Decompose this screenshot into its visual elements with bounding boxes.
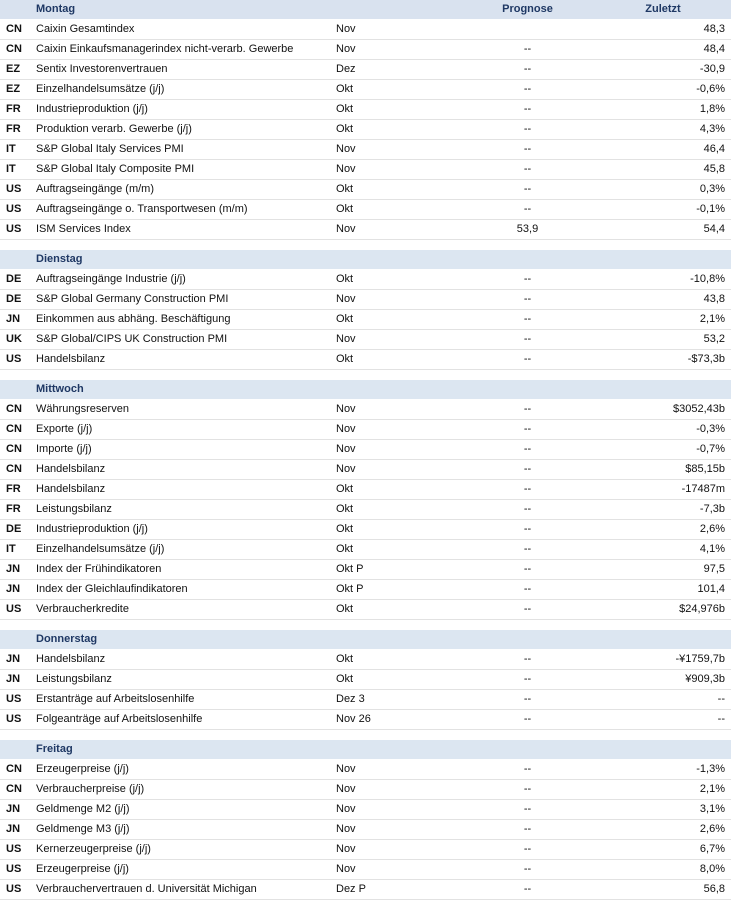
- event-name: Index der Frühindikatoren: [30, 560, 330, 580]
- forecast-value: --: [460, 540, 595, 560]
- event-name: Währungsreserven: [30, 400, 330, 420]
- forecast-value: --: [460, 80, 595, 100]
- day-band-row: [0, 250, 731, 270]
- country-code: US: [0, 200, 30, 220]
- last-value: 4,1%: [595, 540, 731, 560]
- block-spacer: [0, 620, 731, 631]
- country-code: DE: [0, 270, 30, 290]
- forecast-value: --: [460, 670, 595, 690]
- country-code: CN: [0, 440, 30, 460]
- event-name: S&P Global Italy Composite PMI: [30, 160, 330, 180]
- country-code: US: [0, 220, 30, 240]
- block-spacer: [0, 730, 731, 741]
- event-name: Exporte (j/j): [30, 420, 330, 440]
- event-period: Nov: [330, 780, 460, 800]
- event-period: Nov: [330, 20, 460, 40]
- table-row: [0, 800, 731, 820]
- forecast-value: --: [460, 520, 595, 540]
- table-row: [0, 290, 731, 310]
- country-code: US: [0, 860, 30, 880]
- table-row: [0, 460, 731, 480]
- spacer-cell: [0, 240, 731, 251]
- country-code: US: [0, 350, 30, 370]
- event-period: Okt: [330, 670, 460, 690]
- column-header-last: Zuletzt: [595, 0, 731, 20]
- country-code: US: [0, 600, 30, 620]
- table-row: [0, 60, 731, 80]
- forecast-value: --: [460, 560, 595, 580]
- table-row: [0, 400, 731, 420]
- last-value: 46,4: [595, 140, 731, 160]
- event-name: Geldmenge M2 (j/j): [30, 800, 330, 820]
- table-row: [0, 270, 731, 290]
- forecast-value: --: [460, 60, 595, 80]
- event-period: Okt: [330, 80, 460, 100]
- event-name: S&P Global Italy Services PMI: [30, 140, 330, 160]
- table-row: [0, 670, 731, 690]
- event-period: Okt: [330, 100, 460, 120]
- event-period: Nov: [330, 460, 460, 480]
- event-period: Dez 3: [330, 690, 460, 710]
- forecast-value: --: [460, 480, 595, 500]
- last-value: -17487m: [595, 480, 731, 500]
- forecast-value: [460, 20, 595, 40]
- event-name: Erstanträge auf Arbeitslosenhilfe: [30, 690, 330, 710]
- last-value: 45,8: [595, 160, 731, 180]
- event-name: Industrieproduktion (j/j): [30, 100, 330, 120]
- table-row: [0, 310, 731, 330]
- table-row: [0, 540, 731, 560]
- last-value: 56,8: [595, 880, 731, 900]
- event-period: Okt: [330, 480, 460, 500]
- forecast-value: --: [460, 710, 595, 730]
- country-code: JN: [0, 650, 30, 670]
- event-period: Nov: [330, 140, 460, 160]
- event-name: Handelsbilanz: [30, 460, 330, 480]
- table-row: [0, 580, 731, 600]
- event-period: Nov: [330, 160, 460, 180]
- event-period: Nov: [330, 820, 460, 840]
- forecast-value: --: [460, 800, 595, 820]
- last-value: 8,0%: [595, 860, 731, 880]
- forecast-value: --: [460, 820, 595, 840]
- event-name: Verbraucherpreise (j/j): [30, 780, 330, 800]
- country-code: EZ: [0, 60, 30, 80]
- event-period: Okt: [330, 520, 460, 540]
- table-row: [0, 440, 731, 460]
- table-row: [0, 500, 731, 520]
- table-header-row: [0, 0, 731, 20]
- event-period: Okt: [330, 540, 460, 560]
- event-period: Nov: [330, 330, 460, 350]
- forecast-value: --: [460, 200, 595, 220]
- event-name: Caixin Gesamtindex: [30, 20, 330, 40]
- column-header-country: [0, 0, 30, 20]
- forecast-value: --: [460, 860, 595, 880]
- table-row: [0, 420, 731, 440]
- table-row: [0, 330, 731, 350]
- event-period: Dez: [330, 60, 460, 80]
- event-period: Nov: [330, 760, 460, 780]
- forecast-value: --: [460, 500, 595, 520]
- event-period: Okt: [330, 310, 460, 330]
- last-value: 2,6%: [595, 520, 731, 540]
- last-value: -0,6%: [595, 80, 731, 100]
- event-name: Handelsbilanz: [30, 650, 330, 670]
- forecast-value: --: [460, 760, 595, 780]
- event-name: Caixin Einkaufsmanagerindex nicht-verarb. Gewerbe: [30, 40, 330, 60]
- day-band-row: [0, 630, 731, 650]
- last-value: -0,1%: [595, 200, 731, 220]
- country-code: DE: [0, 290, 30, 310]
- last-value: -$73,3b: [595, 350, 731, 370]
- forecast-value: --: [460, 180, 595, 200]
- forecast-value: --: [460, 650, 595, 670]
- last-value: --: [595, 710, 731, 730]
- forecast-value: --: [460, 690, 595, 710]
- event-period: Nov: [330, 40, 460, 60]
- country-code: CN: [0, 760, 30, 780]
- last-value: 1,8%: [595, 100, 731, 120]
- table-row: [0, 120, 731, 140]
- block-spacer: [0, 240, 731, 251]
- table-row: [0, 200, 731, 220]
- country-code: US: [0, 690, 30, 710]
- table-row: [0, 100, 731, 120]
- table-row: [0, 20, 731, 40]
- event-period: Okt: [330, 200, 460, 220]
- event-name: Sentix Investorenvertrauen: [30, 60, 330, 80]
- country-code: JN: [0, 580, 30, 600]
- country-code: US: [0, 710, 30, 730]
- last-value: $3052,43b: [595, 400, 731, 420]
- country-code: IT: [0, 140, 30, 160]
- last-value: 0,3%: [595, 180, 731, 200]
- event-period: Okt P: [330, 560, 460, 580]
- column-header-period: [330, 0, 460, 20]
- event-period: Dez P: [330, 880, 460, 900]
- last-value: 97,5: [595, 560, 731, 580]
- table-row: [0, 760, 731, 780]
- event-name: Verbrauchervertrauen d. Universität Michigan: [30, 880, 330, 900]
- forecast-value: --: [460, 780, 595, 800]
- table-row: [0, 350, 731, 370]
- country-code: IT: [0, 540, 30, 560]
- table-row: [0, 180, 731, 200]
- last-value: 6,7%: [595, 840, 731, 860]
- country-code: CN: [0, 20, 30, 40]
- event-period: Okt: [330, 650, 460, 670]
- forecast-value: --: [460, 350, 595, 370]
- last-value: 101,4: [595, 580, 731, 600]
- country-code: DE: [0, 520, 30, 540]
- day-band-label: Donnerstag: [30, 630, 731, 650]
- last-value: ¥909,3b: [595, 670, 731, 690]
- forecast-value: --: [460, 880, 595, 900]
- country-code: EZ: [0, 80, 30, 100]
- forecast-value: --: [460, 160, 595, 180]
- country-code: UK: [0, 330, 30, 350]
- forecast-value: --: [460, 310, 595, 330]
- event-name: Leistungsbilanz: [30, 500, 330, 520]
- day-band-spacer-cell: [0, 740, 30, 760]
- event-period: Nov: [330, 400, 460, 420]
- forecast-value: --: [460, 420, 595, 440]
- event-period: Okt: [330, 120, 460, 140]
- last-value: -0,7%: [595, 440, 731, 460]
- country-code: CN: [0, 780, 30, 800]
- event-name: Einzelhandelsumsätze (j/j): [30, 80, 330, 100]
- country-code: JN: [0, 310, 30, 330]
- spacer-cell: [0, 370, 731, 381]
- last-value: -30,9: [595, 60, 731, 80]
- event-name: Geldmenge M3 (j/j): [30, 820, 330, 840]
- forecast-value: --: [460, 600, 595, 620]
- last-value: 48,3: [595, 20, 731, 40]
- event-name: Industrieproduktion (j/j): [30, 520, 330, 540]
- country-code: US: [0, 840, 30, 860]
- event-name: ISM Services Index: [30, 220, 330, 240]
- event-name: Index der Gleichlaufindikatoren: [30, 580, 330, 600]
- country-code: FR: [0, 500, 30, 520]
- country-code: FR: [0, 100, 30, 120]
- country-code: JN: [0, 670, 30, 690]
- event-name: Verbraucherkredite: [30, 600, 330, 620]
- event-period: Nov: [330, 860, 460, 880]
- forecast-value: --: [460, 330, 595, 350]
- event-name: Leistungsbilanz: [30, 670, 330, 690]
- day-band-label: Montag: [30, 0, 330, 20]
- event-period: Nov: [330, 420, 460, 440]
- event-name: Handelsbilanz: [30, 350, 330, 370]
- country-code: US: [0, 180, 30, 200]
- last-value: 54,4: [595, 220, 731, 240]
- country-code: CN: [0, 400, 30, 420]
- table-row: [0, 650, 731, 670]
- forecast-value: --: [460, 40, 595, 60]
- last-value: $85,15b: [595, 460, 731, 480]
- table-row: [0, 780, 731, 800]
- event-period: Okt: [330, 350, 460, 370]
- last-value: 3,1%: [595, 800, 731, 820]
- forecast-value: 53,9: [460, 220, 595, 240]
- last-value: -10,8%: [595, 270, 731, 290]
- event-name: Kernerzeugerpreise (j/j): [30, 840, 330, 860]
- country-code: JN: [0, 800, 30, 820]
- country-code: US: [0, 880, 30, 900]
- table-row: [0, 710, 731, 730]
- last-value: 53,2: [595, 330, 731, 350]
- table-row: [0, 600, 731, 620]
- event-name: Handelsbilanz: [30, 480, 330, 500]
- event-period: Okt: [330, 500, 460, 520]
- last-value: -¥1759,7b: [595, 650, 731, 670]
- event-period: Nov: [330, 840, 460, 860]
- last-value: --: [595, 690, 731, 710]
- country-code: CN: [0, 420, 30, 440]
- forecast-value: --: [460, 840, 595, 860]
- country-code: JN: [0, 820, 30, 840]
- forecast-value: --: [460, 460, 595, 480]
- table-row: [0, 690, 731, 710]
- table-row: [0, 140, 731, 160]
- event-name: Auftragseingänge o. Transportwesen (m/m): [30, 200, 330, 220]
- table-row: [0, 160, 731, 180]
- event-name: Importe (j/j): [30, 440, 330, 460]
- table-row: [0, 860, 731, 880]
- event-name: Einkommen aus abhäng. Beschäftigung: [30, 310, 330, 330]
- last-value: 2,1%: [595, 310, 731, 330]
- last-value: -0,3%: [595, 420, 731, 440]
- event-period: Nov: [330, 440, 460, 460]
- last-value: 4,3%: [595, 120, 731, 140]
- spacer-cell: [0, 730, 731, 741]
- column-header-forecast: Prognose: [460, 0, 595, 20]
- country-code: JN: [0, 560, 30, 580]
- event-name: Erzeugerpreise (j/j): [30, 860, 330, 880]
- country-code: FR: [0, 480, 30, 500]
- last-value: -1,3%: [595, 760, 731, 780]
- table-row: [0, 840, 731, 860]
- event-name: S&P Global/CIPS UK Construction PMI: [30, 330, 330, 350]
- table-row: [0, 80, 731, 100]
- country-code: IT: [0, 160, 30, 180]
- last-value: 2,1%: [595, 780, 731, 800]
- table-row: [0, 40, 731, 60]
- last-value: -7,3b: [595, 500, 731, 520]
- table-row: [0, 820, 731, 840]
- day-band-row: [0, 740, 731, 760]
- last-value: 48,4: [595, 40, 731, 60]
- spacer-cell: [0, 620, 731, 631]
- event-name: Auftragseingänge Industrie (j/j): [30, 270, 330, 290]
- table-row: [0, 880, 731, 900]
- country-code: FR: [0, 120, 30, 140]
- event-period: Nov: [330, 220, 460, 240]
- event-period: Okt: [330, 180, 460, 200]
- event-period: Okt: [330, 600, 460, 620]
- event-period: Nov: [330, 800, 460, 820]
- event-name: Produktion verarb. Gewerbe (j/j): [30, 120, 330, 140]
- event-period: Okt P: [330, 580, 460, 600]
- table-row: [0, 480, 731, 500]
- event-name: Auftragseingänge (m/m): [30, 180, 330, 200]
- forecast-value: --: [460, 580, 595, 600]
- day-band-row: [0, 380, 731, 400]
- forecast-value: --: [460, 440, 595, 460]
- day-band-spacer-cell: [0, 380, 30, 400]
- forecast-value: --: [460, 290, 595, 310]
- event-period: Nov: [330, 290, 460, 310]
- forecast-value: --: [460, 270, 595, 290]
- last-value: 43,8: [595, 290, 731, 310]
- day-band-label: Freitag: [30, 740, 731, 760]
- last-value: 2,6%: [595, 820, 731, 840]
- event-name: Erzeugerpreise (j/j): [30, 760, 330, 780]
- day-band-label: Dienstag: [30, 250, 731, 270]
- block-spacer: [0, 370, 731, 381]
- country-code: CN: [0, 460, 30, 480]
- event-period: Okt: [330, 270, 460, 290]
- event-period: Nov 26: [330, 710, 460, 730]
- forecast-value: --: [460, 400, 595, 420]
- table-row: [0, 560, 731, 580]
- day-band-spacer-cell: [0, 630, 30, 650]
- last-value: $24,976b: [595, 600, 731, 620]
- forecast-value: --: [460, 100, 595, 120]
- table-row: [0, 220, 731, 240]
- table-row: [0, 520, 731, 540]
- event-name: Folgeanträge auf Arbeitslosenhilfe: [30, 710, 330, 730]
- country-code: CN: [0, 40, 30, 60]
- forecast-value: --: [460, 140, 595, 160]
- event-name: S&P Global Germany Construction PMI: [30, 290, 330, 310]
- day-band-spacer-cell: [0, 250, 30, 270]
- forecast-value: --: [460, 120, 595, 140]
- event-name: Einzelhandelsumsätze (j/j): [30, 540, 330, 560]
- day-band-label: Mittwoch: [30, 380, 731, 400]
